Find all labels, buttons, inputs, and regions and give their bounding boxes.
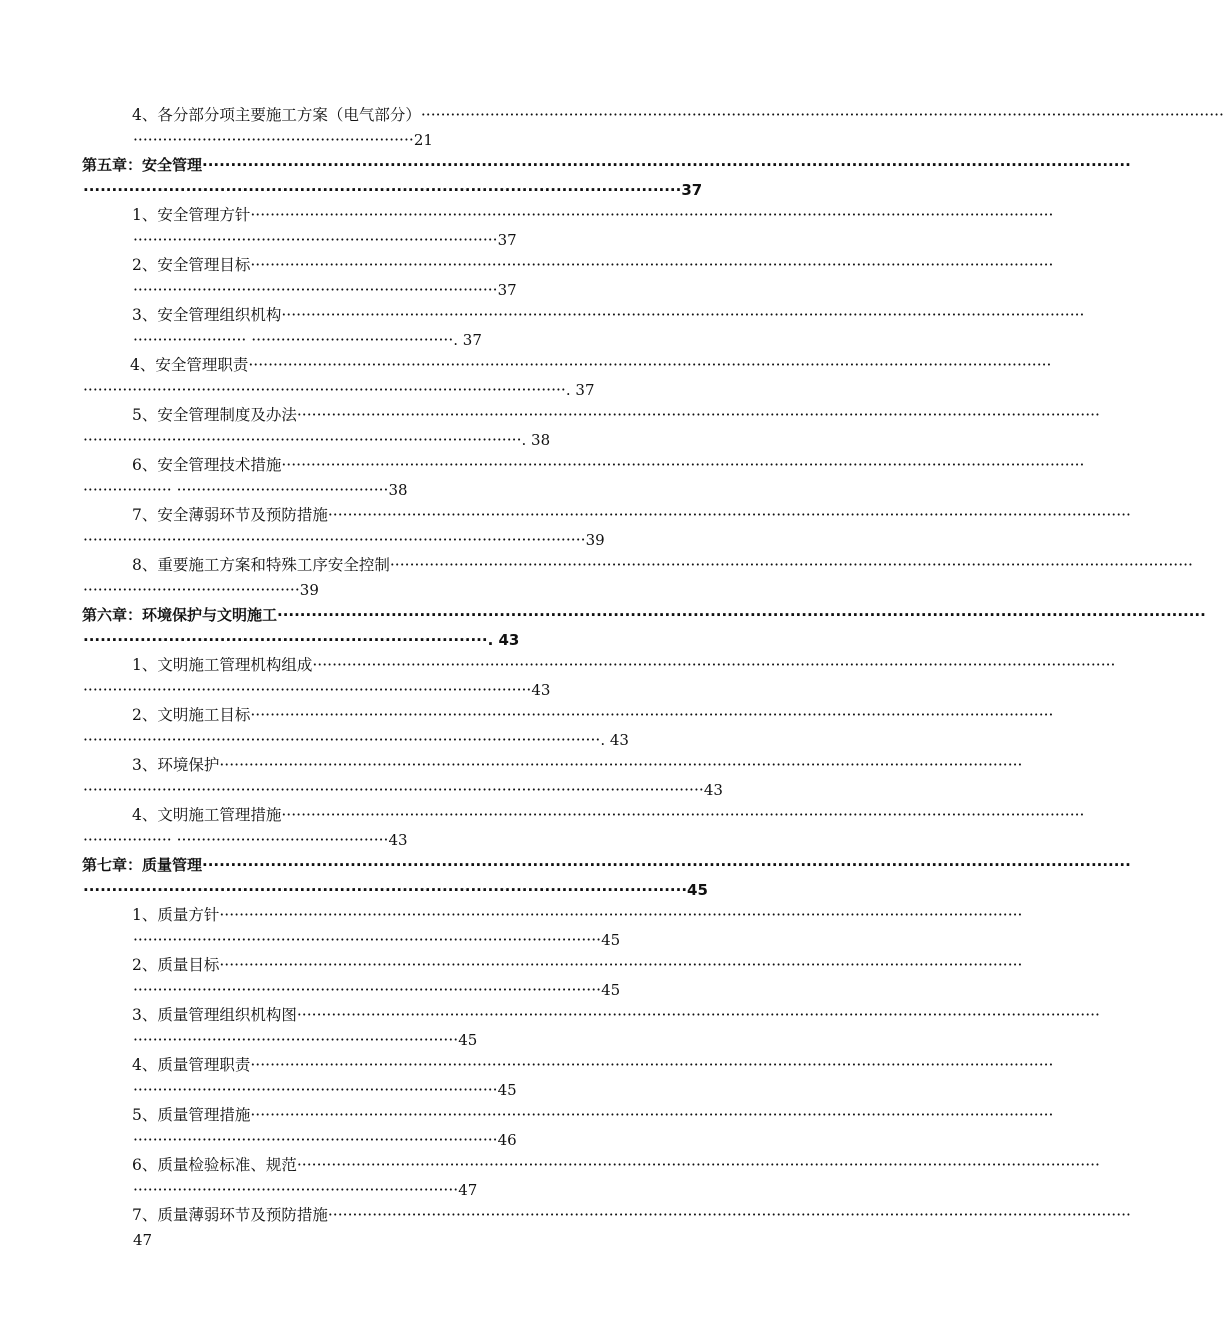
toc-entry-title-line xyxy=(132,903,1023,928)
toc-entry-title: 3、质量管理组织机构图 xyxy=(132,1006,297,1024)
toc-entry-title: 6、安全管理技术措施 xyxy=(132,456,282,474)
toc-entry-page-line xyxy=(83,728,950,753)
toc-entry-page-line xyxy=(83,178,950,203)
dot-leader-continued: ·································································· xyxy=(133,1181,459,1199)
toc-entry-title: 4、质量管理职责 xyxy=(132,1056,251,1074)
toc-section-entry xyxy=(0,353,1052,403)
toc-section-entry xyxy=(0,1153,1100,1203)
table-of-contents xyxy=(0,103,1224,1253)
dot-leader: ··································································································································································· xyxy=(420,106,1224,124)
toc-section-entry xyxy=(0,753,1023,803)
dot-leader: ··································································································································································· xyxy=(202,856,1131,874)
toc-entry-title-line xyxy=(132,1103,1054,1128)
toc-section-entry xyxy=(0,953,1023,1003)
dot-leader-continued: ·················· ··········································· xyxy=(83,831,389,849)
dot-leader-continued: ······························································································· xyxy=(133,931,602,949)
toc-entry-page-line xyxy=(83,778,950,803)
dot-leader: ··································································································································································· xyxy=(219,756,1023,774)
toc-section-entry xyxy=(0,1003,1100,1053)
toc-page-number: 43 xyxy=(531,681,551,699)
toc-entry-page-line xyxy=(133,1078,950,1103)
toc-entry-title-line xyxy=(132,1153,1100,1178)
toc-entry-title: 2、安全管理目标 xyxy=(132,256,251,274)
toc-entry-page-line xyxy=(133,1178,950,1203)
toc-chapter-entry xyxy=(0,153,1131,203)
dot-leader: ··································································································································································· xyxy=(296,1006,1100,1024)
toc-entry-title: 第五章：安全管理 xyxy=(82,156,203,174)
toc-entry-title: 4、文明施工管理措施 xyxy=(132,806,282,824)
toc-entry-title-line xyxy=(132,803,1085,828)
toc-section-entry xyxy=(0,653,1116,703)
dot-leader: ··································································································································································· xyxy=(281,806,1085,824)
toc-section-entry xyxy=(0,1053,1054,1103)
toc-entry-title-line xyxy=(132,253,1054,278)
dot-leader-continued: ·········································································································· xyxy=(83,881,688,899)
dot-leader-continued: ·········································································· xyxy=(133,231,498,249)
toc-entry-page-line xyxy=(83,478,950,503)
toc-entry-page-line xyxy=(133,1128,950,1153)
toc-entry-title-line xyxy=(132,553,1193,578)
toc-entry-title: 7、质量薄弱环节及预防措施 xyxy=(132,1206,328,1224)
dot-leader-continued: ··························································································· xyxy=(83,681,532,699)
toc-chapter-entry xyxy=(0,853,1131,903)
toc-chapter-entry xyxy=(0,603,1206,653)
toc-entry-title: 4、安全管理职责 xyxy=(130,356,249,374)
toc-entry-title: 2、质量目标 xyxy=(132,956,220,974)
toc-entry-title: 4、各分部分项主要施工方案（电气部分） xyxy=(132,106,421,124)
toc-section-entry xyxy=(0,203,1054,253)
toc-entry-title: 第七章：质量管理 xyxy=(82,856,203,874)
dot-leader: ··································································································································································· xyxy=(248,356,1052,374)
toc-page-number: . 38 xyxy=(521,431,551,449)
dot-leader: ··································································································································································· xyxy=(281,306,1085,324)
dot-leader: ··································································································································································· xyxy=(250,1106,1054,1124)
dot-leader-continued: ·········································································· xyxy=(133,1131,498,1149)
toc-page-number: 45 xyxy=(497,1081,517,1099)
dot-leader: ··································································································································································· xyxy=(250,256,1054,274)
toc-section-entry xyxy=(0,253,1054,303)
toc-page-number: 47 xyxy=(133,1231,153,1249)
toc-page-number: 47 xyxy=(458,1181,478,1199)
toc-page-number: 45 xyxy=(601,931,621,949)
dot-leader-continued: ·················· ··········································· xyxy=(83,481,389,499)
dot-leader-continued: ·································································································· xyxy=(83,381,566,399)
toc-entry-page-line xyxy=(133,128,950,153)
dot-leader-continued: ······························································································· xyxy=(133,981,602,999)
dot-leader-continued: ············································ xyxy=(83,581,300,599)
toc-page-number: 45 xyxy=(458,1031,478,1049)
toc-entry-title-line xyxy=(82,603,1206,628)
dot-leader-continued: ········································································································· xyxy=(83,731,601,749)
toc-section-entry xyxy=(0,503,1131,553)
toc-entry-title: 5、质量管理措施 xyxy=(132,1106,251,1124)
toc-page-number: 21 xyxy=(413,131,433,149)
dot-leader: ··································································································································································· xyxy=(250,706,1054,724)
toc-entry-title: 3、安全管理组织机构 xyxy=(132,306,282,324)
toc-entry-title: 1、文明施工管理机构组成 xyxy=(132,656,313,674)
toc-page-number: 43 xyxy=(388,831,408,849)
dot-leader-continued: ······································································· xyxy=(83,631,488,649)
toc-entry-page-line xyxy=(83,628,950,653)
dot-leader-continued: ······························································································································ xyxy=(83,781,704,799)
toc-page-number: 39 xyxy=(299,581,319,599)
toc-entry-title: 8、重要施工方案和特殊工序安全控制 xyxy=(132,556,390,574)
toc-section-entry xyxy=(0,903,1023,953)
toc-entry-title-line xyxy=(132,1203,1131,1228)
toc-page-number: . 37 xyxy=(565,381,595,399)
toc-section-entry xyxy=(0,303,1085,353)
dot-leader: ··································································································································································· xyxy=(327,506,1131,524)
dot-leader-continued: ·································································· xyxy=(133,1031,459,1049)
dot-leader: ··································································································································································· xyxy=(327,1206,1131,1224)
dot-leader-continued: ······················· ········································· xyxy=(133,331,454,349)
toc-entry-title-line xyxy=(132,403,1100,428)
toc-entry-title-line xyxy=(132,653,1116,678)
toc-section-entry xyxy=(0,1103,1054,1153)
toc-entry-page-line xyxy=(133,928,950,953)
toc-entry-page-line xyxy=(83,578,950,603)
dot-leader: ··································································································································································· xyxy=(296,1156,1100,1174)
dot-leader-continued: ························································································· xyxy=(83,431,522,449)
toc-entry-title: 1、安全管理方针 xyxy=(132,206,251,224)
toc-entry-title-line xyxy=(132,753,1023,778)
toc-entry-title-line xyxy=(82,153,1131,178)
dot-leader-continued: ·········································································· xyxy=(133,281,498,299)
toc-entry-title: 1、质量方针 xyxy=(132,906,220,924)
toc-page-number: 39 xyxy=(585,531,605,549)
dot-leader: ··································································································································································· xyxy=(250,1056,1054,1074)
toc-entry-page-line xyxy=(133,228,950,253)
toc-entry-title-line xyxy=(130,353,1052,378)
toc-entry-title-line xyxy=(132,1053,1054,1078)
toc-page-number: 37 xyxy=(497,231,517,249)
dot-leader-continued: ········································································································· xyxy=(83,181,682,199)
toc-entry-page-line xyxy=(133,978,950,1003)
toc-entry-title-line xyxy=(132,1003,1100,1028)
toc-page-number: . 43 xyxy=(600,731,629,749)
toc-page-number: 43 xyxy=(703,781,723,799)
toc-entry-title-line xyxy=(132,103,1224,128)
toc-entry-title-line xyxy=(132,953,1023,978)
toc-entry-title-line xyxy=(132,303,1085,328)
toc-section-entry xyxy=(0,403,1100,453)
dot-leader-continued: ························································· xyxy=(133,131,414,149)
dot-leader-continued: ·········································································· xyxy=(133,1081,498,1099)
dot-leader: ··································································································································································· xyxy=(281,456,1085,474)
toc-entry-page-line xyxy=(133,1028,950,1053)
toc-section-entry xyxy=(0,453,1085,503)
toc-page-number: 37 xyxy=(681,181,703,199)
dot-leader: ··································································································································································· xyxy=(219,906,1023,924)
toc-page-number: 37 xyxy=(497,281,517,299)
toc-entry-page-line xyxy=(83,428,950,453)
toc-entry-title: 6、质量检验标准、规范 xyxy=(132,1156,297,1174)
toc-entry-title-line xyxy=(82,853,1131,878)
toc-page-number: 38 xyxy=(388,481,408,499)
toc-entry-title-line xyxy=(132,453,1085,478)
dot-leader: ··································································································································································· xyxy=(312,656,1116,674)
toc-section-entry xyxy=(0,1203,1131,1253)
toc-page-number: 45 xyxy=(687,881,708,899)
toc-entry-page-line xyxy=(133,1228,950,1253)
toc-section-entry xyxy=(0,803,1085,853)
toc-entry-page-line xyxy=(83,878,950,903)
toc-page-number: 45 xyxy=(601,981,621,999)
toc-page-number: . 37 xyxy=(453,331,482,349)
dot-leader: ··································································································································································· xyxy=(250,206,1054,224)
toc-page-number: . 43 xyxy=(487,631,520,649)
toc-entry-title: 7、安全薄弱环节及预防措施 xyxy=(132,506,328,524)
toc-entry-title: 3、环境保护 xyxy=(132,756,220,774)
dot-leader: ··································································································································································· xyxy=(202,156,1131,174)
toc-entry-page-line xyxy=(83,528,950,553)
toc-entry-page-line xyxy=(83,378,950,403)
toc-entry-page-line xyxy=(83,678,950,703)
toc-entry-title-line xyxy=(132,503,1131,528)
toc-page-number: 46 xyxy=(497,1131,517,1149)
toc-section-entry xyxy=(0,703,1054,753)
dot-leader: ··································································································································································· xyxy=(389,556,1193,574)
toc-entry-page-line xyxy=(133,328,950,353)
toc-entry-title: 第六章：环境保护与文明施工 xyxy=(82,606,278,624)
toc-entry-page-line xyxy=(133,278,950,303)
toc-section-entry xyxy=(0,103,1224,153)
dot-leader-continued: ······································································································ xyxy=(83,531,586,549)
toc-entry-title: 2、文明施工目标 xyxy=(132,706,251,724)
dot-leader: ··································································································································································· xyxy=(296,406,1100,424)
toc-entry-title: 5、安全管理制度及办法 xyxy=(132,406,297,424)
toc-entry-title-line xyxy=(132,703,1054,728)
dot-leader: ··································································································································································· xyxy=(277,606,1206,624)
toc-entry-page-line xyxy=(83,828,950,853)
toc-section-entry xyxy=(0,553,1193,603)
toc-entry-title-line xyxy=(132,203,1054,228)
dot-leader: ··································································································································································· xyxy=(219,956,1023,974)
